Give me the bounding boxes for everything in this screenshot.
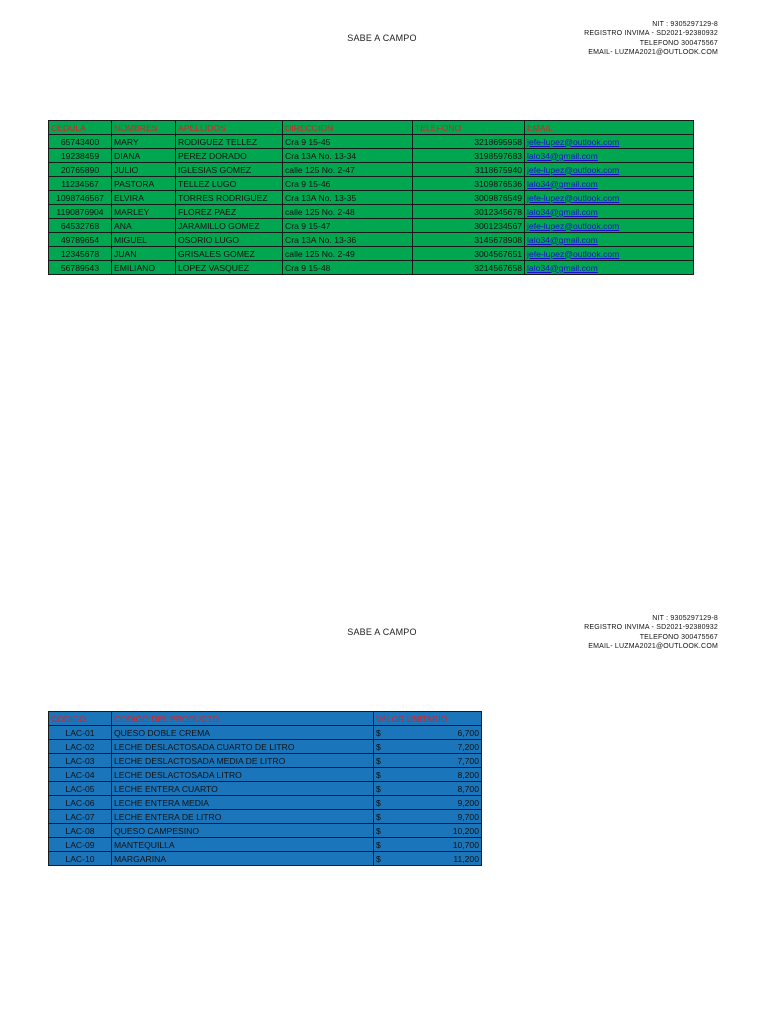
table-row (49, 149, 694, 163)
cell-telefono: 3198597683 (413, 149, 525, 163)
cell-apellidos: OSORIO LUGO (176, 233, 283, 247)
column-header-apellidos: APELLIDOS (176, 121, 283, 135)
column-header-producto: CODIGO DEL PRODUCTO (112, 712, 374, 726)
cell-apellidos: PEREZ DORADO (176, 149, 283, 163)
cell-codigo: LAC-03 (49, 754, 112, 768)
cell-telefono: 3004567651 (413, 247, 525, 261)
currency-symbol: $ (376, 825, 381, 836)
email-link[interactable]: jefe-lupez@outlook.com (527, 164, 620, 175)
cell-valor (374, 824, 482, 838)
table-row (49, 726, 482, 740)
table-row (49, 247, 694, 261)
column-header-cedula: CEDULA (49, 121, 112, 135)
email-link[interactable]: jefe-lupez@outlook.com (527, 192, 620, 203)
cell-valor (374, 740, 482, 754)
cell-codigo: LAC-07 (49, 810, 112, 824)
cell-direccion: Cra 9 15-48 (283, 261, 413, 275)
table-row (49, 740, 482, 754)
table-row (49, 219, 694, 233)
cell-producto: MANTEQUILLA (112, 838, 374, 852)
cell-producto: LECHE ENTERA DE LITRO (112, 810, 374, 824)
column-header-nombres: NOMBRES (112, 121, 176, 135)
cell-email[interactable] (525, 247, 694, 261)
column-header-codigo: CODIGO (49, 712, 112, 726)
cell-nombres: MARLEY (112, 205, 176, 219)
company-info-2 (498, 614, 718, 652)
cell-cedula: 1190876904 (49, 205, 112, 219)
email-link[interactable]: jefe-lupez@outlook.com (527, 248, 620, 259)
cell-telefono: 3009876549 (413, 191, 525, 205)
column-header-valor: VALOR UNITARIO (374, 712, 482, 726)
cell-email[interactable] (525, 163, 694, 177)
company-email: EMAIL- LUZMA2021@OUTLOOK.COM (588, 643, 718, 651)
cell-apellidos: RODIGUEZ TELLEZ (176, 135, 283, 149)
table-row (49, 233, 694, 247)
cell-direccion: calle 125 No. 2-47 (283, 163, 413, 177)
email-link[interactable]: jefe-lupez@outlook.com (527, 220, 620, 231)
cell-nombres: ANA (112, 219, 176, 233)
table-row (49, 852, 482, 866)
cell-email[interactable] (525, 135, 694, 149)
cell-direccion: Cra 13A No. 13-34 (283, 149, 413, 163)
cell-nombres: DIANA (112, 149, 176, 163)
email-link[interactable]: lalo34@gmail.com (527, 178, 598, 189)
cell-nombres: MARY (112, 135, 176, 149)
table-row (49, 768, 482, 782)
currency-symbol: $ (376, 769, 381, 780)
cell-direccion: Cra 9 15-46 (283, 177, 413, 191)
company-nit: NIT : 9305297129-8 (652, 21, 718, 28)
company-email: EMAIL- LUZMA2021@OUTLOOK.COM (588, 49, 718, 57)
price-value: 11,200 (453, 853, 479, 864)
currency-symbol: $ (376, 811, 381, 822)
table-row (49, 838, 482, 852)
company-phone: TELEFONO 300475567 (639, 633, 718, 641)
cell-nombres: PASTORA (112, 177, 176, 191)
price-value: 8,700 (457, 783, 479, 794)
cell-telefono: 3109876536 (413, 177, 525, 191)
clients-table (48, 120, 694, 275)
table-row (49, 796, 482, 810)
table-row (49, 163, 694, 177)
cell-nombres: ELVIRA (112, 191, 176, 205)
cell-nombres: JUAN (112, 247, 176, 261)
cell-producto: QUESO DOBLE CREMA (112, 726, 374, 740)
price-value: 7,200 (457, 741, 479, 752)
cell-cedula: 19238459 (49, 149, 112, 163)
price-value: 10,200 (452, 825, 479, 836)
table-row (49, 177, 694, 191)
currency-symbol: $ (376, 741, 381, 752)
currency-symbol: $ (376, 797, 381, 808)
cell-direccion: Cra 13A No. 13-36 (283, 233, 413, 247)
cell-email[interactable] (525, 205, 694, 219)
company-invima: REGISTRO INVIMA - SD2021-92380932 (584, 30, 718, 38)
cell-cedula: 12345678 (49, 247, 112, 261)
table-row (49, 135, 694, 149)
price-value: 7,700 (457, 755, 479, 766)
currency-symbol: $ (376, 727, 381, 738)
cell-nombres: JULIO (112, 163, 176, 177)
cell-email[interactable] (525, 261, 694, 275)
table-row (49, 205, 694, 219)
cell-cedula: 56789543 (49, 261, 112, 275)
cell-apellidos: IGLESIAS GOMEZ (176, 163, 283, 177)
cell-apellidos: TORRES RODRIGUEZ (176, 191, 283, 205)
cell-telefono: 3214567658 (413, 261, 525, 275)
cell-producto: QUESO CAMPESINO (112, 824, 374, 838)
column-header-telefono: TELEFONO (413, 121, 525, 135)
cell-telefono: 3001234567 (413, 219, 525, 233)
column-header-direccion: DIRECCION (283, 121, 413, 135)
table-row (49, 191, 694, 205)
cell-cedula: 49789654 (49, 233, 112, 247)
cell-direccion: Cra 9 15-47 (283, 219, 413, 233)
table-row (49, 824, 482, 838)
cell-codigo: LAC-08 (49, 824, 112, 838)
cell-codigo: LAC-01 (49, 726, 112, 740)
company-title-1: SABE A CAMPO (347, 33, 417, 43)
cell-codigo: LAC-04 (49, 768, 112, 782)
table-row (49, 261, 694, 275)
email-link[interactable]: lalo34@gmail.com (527, 234, 598, 245)
company-title-2: SABE A CAMPO (347, 627, 417, 637)
cell-telefono: 3218695958 (413, 135, 525, 149)
cell-valor (374, 838, 482, 852)
cell-email[interactable] (525, 219, 694, 233)
cell-cedula: 64532768 (49, 219, 112, 233)
company-nit: NIT : 9305297129-8 (652, 615, 718, 622)
cell-valor (374, 768, 482, 782)
cell-producto: LECHE ENTERA CUARTO (112, 782, 374, 796)
cell-producto: MARGARINA (112, 852, 374, 866)
cell-codigo: LAC-06 (49, 796, 112, 810)
price-value: 9,700 (457, 811, 479, 822)
cell-valor (374, 782, 482, 796)
cell-direccion: calle 125 No. 2-49 (283, 247, 413, 261)
email-link[interactable]: lalo34@gmail.com (527, 150, 598, 161)
cell-direccion: calle 125 No. 2-48 (283, 205, 413, 219)
cell-codigo: LAC-09 (49, 838, 112, 852)
price-value: 6,700 (457, 727, 479, 738)
cell-cedula: 11234567 (49, 177, 112, 191)
products-body (49, 726, 482, 866)
cell-nombres: EMILIANO (112, 261, 176, 275)
cell-telefono: 3012345678 (413, 205, 525, 219)
products-header-row (49, 712, 482, 726)
cell-valor (374, 726, 482, 740)
cell-apellidos: LOPEZ VASQUEZ (176, 261, 283, 275)
currency-symbol: $ (376, 853, 381, 864)
cell-telefono: 3118675940 (413, 163, 525, 177)
company-phone: TELEFONO 300475567 (639, 39, 718, 47)
cell-cedula: 20765890 (49, 163, 112, 177)
table-row (49, 782, 482, 796)
email-link[interactable]: lalo34@gmail.com (527, 206, 598, 217)
cell-telefono: 3145678908 (413, 233, 525, 247)
clients-header-row (49, 121, 694, 135)
cell-nombres: MIGUEL (112, 233, 176, 247)
cell-valor (374, 852, 482, 866)
cell-email[interactable] (525, 177, 694, 191)
cell-producto: LECHE DESLACTOSADA CUARTO DE LITRO (112, 740, 374, 754)
cell-email[interactable] (525, 149, 694, 163)
table-row (49, 754, 482, 768)
currency-symbol: $ (376, 783, 381, 794)
currency-symbol: $ (376, 839, 381, 850)
cell-apellidos: GRISALES GOMEZ (176, 247, 283, 261)
cell-direccion: Cra 9 15-45 (283, 135, 413, 149)
email-link[interactable]: jefe-lupez@outlook.com (527, 136, 620, 147)
cell-valor (374, 754, 482, 768)
clients-body (49, 135, 694, 275)
cell-cedula: 1098746567 (49, 191, 112, 205)
column-header-email: EMAIL (525, 121, 694, 135)
email-link[interactable]: lalo34@gmail.com (527, 262, 598, 273)
cell-valor (374, 796, 482, 810)
cell-email[interactable] (525, 191, 694, 205)
cell-valor (374, 810, 482, 824)
price-value: 10,700 (452, 839, 479, 850)
cell-email[interactable] (525, 233, 694, 247)
cell-codigo: LAC-10 (49, 852, 112, 866)
company-info-1 (498, 20, 718, 58)
cell-direccion: Cra 13A No. 13-35 (283, 191, 413, 205)
cell-codigo: LAC-05 (49, 782, 112, 796)
cell-codigo: LAC-02 (49, 740, 112, 754)
cell-producto: LECHE DESLACTOSADA LITRO (112, 768, 374, 782)
products-table (48, 711, 482, 866)
currency-symbol: $ (376, 755, 381, 766)
cell-apellidos: FLOREZ PAEZ (176, 205, 283, 219)
cell-apellidos: TELLEZ LUGO (176, 177, 283, 191)
cell-cedula: 65743400 (49, 135, 112, 149)
cell-producto: LECHE ENTERA MEDIA (112, 796, 374, 810)
company-invima: REGISTRO INVIMA - SD2021-92380932 (584, 624, 718, 632)
cell-apellidos: JARAMILLO GOMEZ (176, 219, 283, 233)
table-row (49, 810, 482, 824)
price-value: 8,200 (457, 769, 479, 780)
price-value: 9,200 (457, 797, 479, 808)
cell-producto: LECHE DESLACTOSADA MEDIA DE LITRO (112, 754, 374, 768)
